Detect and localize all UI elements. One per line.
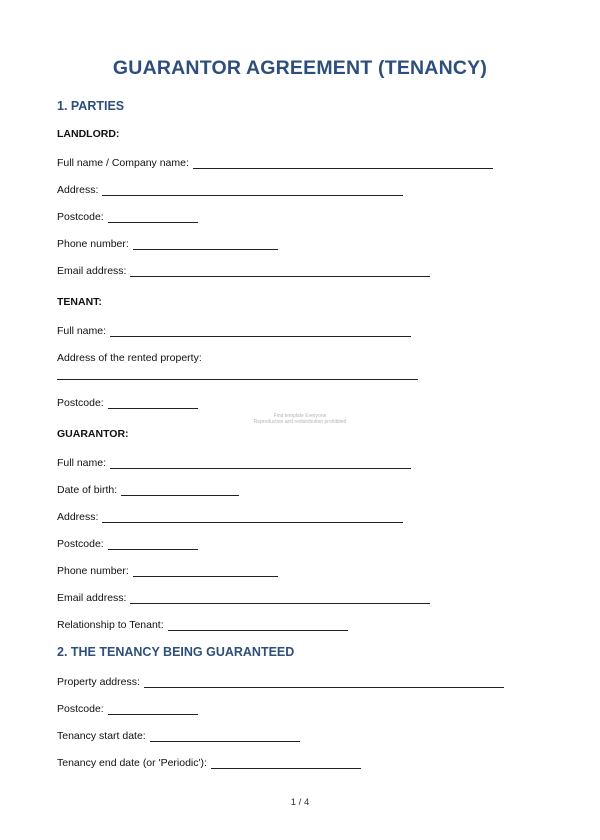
landlord-full-name-label: Full name / Company name: xyxy=(57,157,189,169)
guarantor-full-name-label: Full name: xyxy=(57,457,107,469)
section-heading-parties: 1. PARTIES xyxy=(57,99,125,113)
landlord-postcode-line[interactable] xyxy=(108,210,198,223)
tenant-rented-address-field xyxy=(57,350,202,364)
guarantor-relationship-field xyxy=(57,617,348,631)
guarantor-full-name-field xyxy=(57,455,411,469)
landlord-phone-label: Phone number: xyxy=(57,238,129,250)
landlord-email-line[interactable] xyxy=(130,264,430,277)
landlord-heading: LANDLORD: xyxy=(57,128,120,140)
landlord-postcode-label: Postcode: xyxy=(57,211,104,223)
tenancy-postcode-field xyxy=(57,701,198,715)
guarantor-dob-line[interactable] xyxy=(121,483,239,496)
guarantor-relationship-label: Relationship to Tenant: xyxy=(57,619,164,631)
tenant-full-name-label: Full name: xyxy=(57,325,107,337)
tenancy-postcode-label: Postcode: xyxy=(57,703,104,715)
guarantor-phone-field xyxy=(57,563,278,577)
tenancy-property-address-line[interactable] xyxy=(144,675,504,688)
landlord-address-label: Address: xyxy=(57,184,99,196)
section-heading-tenancy: 2. THE TENANCY BEING GUARANTEED xyxy=(57,645,295,659)
guarantor-heading: GUARANTOR: xyxy=(57,428,129,440)
tenant-postcode-label: Postcode: xyxy=(57,397,104,409)
tenancy-postcode-line[interactable] xyxy=(108,702,198,715)
page-number: 1 / 4 xyxy=(290,797,310,808)
watermark-line-1: Find template Everyone xyxy=(273,413,327,419)
watermark-line-2: Reproduction and redistribution prohibited xyxy=(253,419,347,425)
guarantor-address-line[interactable] xyxy=(102,510,403,523)
watermark xyxy=(0,413,600,425)
landlord-address-field xyxy=(57,182,403,196)
tenancy-start-date-label: Tenancy start date: xyxy=(57,730,146,742)
guarantor-phone-line[interactable] xyxy=(133,564,278,577)
tenant-postcode-field xyxy=(57,395,198,409)
guarantor-dob-field xyxy=(57,482,239,496)
guarantor-address-field xyxy=(57,509,403,523)
guarantor-address-label: Address: xyxy=(57,511,99,523)
guarantor-postcode-field xyxy=(57,536,198,550)
landlord-email-label: Email address: xyxy=(57,265,127,277)
landlord-email-field xyxy=(57,263,430,277)
landlord-postcode-field xyxy=(57,209,198,223)
tenant-full-name-field xyxy=(57,323,411,337)
document-title: GUARANTOR AGREEMENT (TENANCY) xyxy=(112,57,488,79)
landlord-full-name-line[interactable] xyxy=(193,156,493,169)
landlord-address-line[interactable] xyxy=(102,183,403,196)
tenancy-property-address-field xyxy=(57,674,504,688)
guarantor-full-name-line[interactable] xyxy=(110,456,411,469)
landlord-phone-field xyxy=(57,236,278,250)
tenancy-end-date-line[interactable] xyxy=(211,756,361,769)
tenancy-start-date-field xyxy=(57,728,300,742)
guarantor-email-label: Email address: xyxy=(57,592,127,604)
guarantor-postcode-line[interactable] xyxy=(108,537,198,550)
guarantor-phone-label: Phone number: xyxy=(57,565,129,577)
tenant-full-name-line[interactable] xyxy=(110,324,411,337)
guarantor-relationship-line[interactable] xyxy=(168,618,348,631)
tenant-heading: TENANT: xyxy=(57,296,102,308)
tenancy-property-address-label: Property address: xyxy=(57,676,140,688)
tenant-rented-address-label: Address of the rented property: xyxy=(57,352,202,364)
tenant-rented-address-line[interactable] xyxy=(57,379,418,380)
guarantor-dob-label: Date of birth: xyxy=(57,484,118,496)
landlord-phone-line[interactable] xyxy=(133,237,278,250)
guarantor-postcode-label: Postcode: xyxy=(57,538,104,550)
tenancy-end-date-field xyxy=(57,755,361,769)
tenant-postcode-line[interactable] xyxy=(108,396,198,409)
tenancy-start-date-line[interactable] xyxy=(150,729,300,742)
guarantor-email-line[interactable] xyxy=(130,591,430,604)
guarantor-email-field xyxy=(57,590,430,604)
landlord-full-name-field xyxy=(57,155,493,169)
tenancy-end-date-label: Tenancy end date (or 'Periodic'): xyxy=(57,757,207,769)
